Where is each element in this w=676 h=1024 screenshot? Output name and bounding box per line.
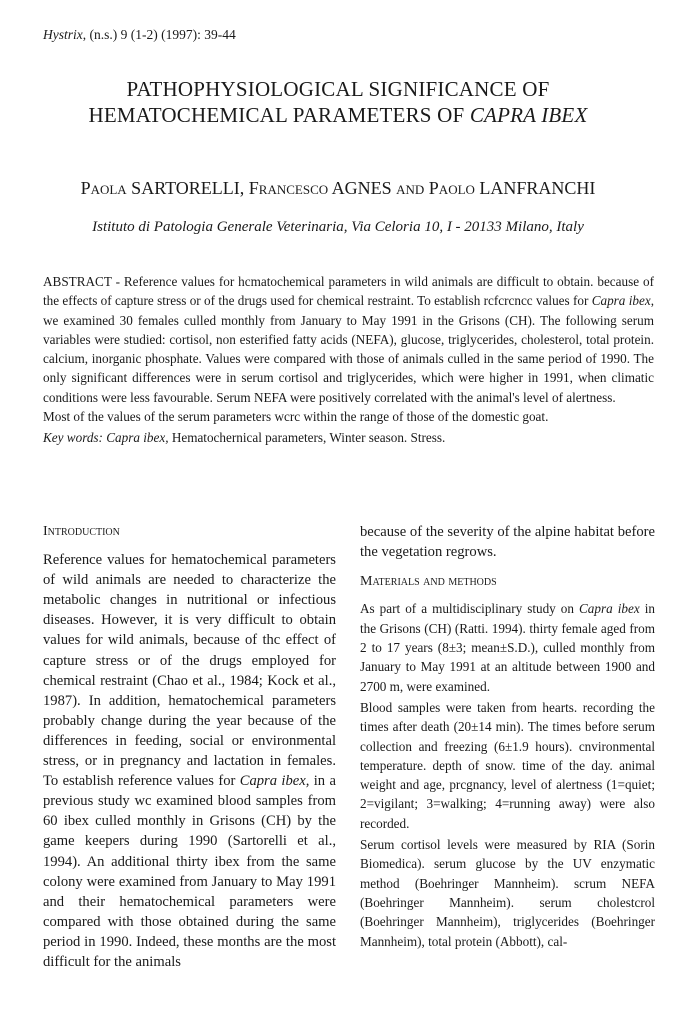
abstract-species: Capra ibex bbox=[591, 293, 651, 309]
left-column bbox=[43, 522, 336, 972]
affiliation: Istituto di Patologia Generale Veterinaria, Via Celoria 10, I - 20133 Milano, Italy bbox=[92, 219, 584, 235]
methods-heading: Materials and methods bbox=[360, 574, 497, 590]
methods-text: As part of a multidisciplinary study on bbox=[360, 601, 579, 617]
title-line-1: PATHOPHYSIOLOGICAL SIGNIFICANCE OF bbox=[126, 77, 550, 101]
right-column bbox=[360, 522, 655, 951]
author-list: Paola SARTORELLI, Francesco AGNES and Paolo LANFRANCHI bbox=[80, 178, 596, 198]
abstract-paragraph-2: Most of the values of the serum parameters wcrc within the range of those of the domestic goat. bbox=[43, 409, 549, 425]
abstract-text: ABSTRACT - Reference values for hcmatochemical parameters in wild animals are difficult to obtain. because of the effects of capture stress or of the drugs used for chemical restraint. To establish rcfcrcncc values for bbox=[43, 274, 654, 309]
journal-citation bbox=[43, 27, 236, 43]
methods-paragraph-2: Blood samples were taken from hearts. recording the times after death (20±14 min). The times before serum collection and freezing (6±1.9 hours). cnvironmental temperature. depth of snow. time of the day. animal weight and age, prcgnancy, level of alertness (1=quiet; 2=vigilant; 3=walking; 4=running away) were also recorded. bbox=[360, 699, 655, 831]
journal-name: Hystrix bbox=[43, 27, 83, 42]
title-species: CAPRA IBEX bbox=[469, 103, 588, 127]
methods-text-cont: in the Grisons (CH) (Ratti. 1994). thirty female aged from 2 to 17 years (8±3; mean±S.D.), culled monthly from January to May 1991 at an altitude between 1900 and 2700 m, were examined. bbox=[360, 601, 655, 694]
methods-species: Capra ibex bbox=[579, 601, 640, 617]
intro-text-cont: in a previous study wc examined blood samples from 60 ibex culled monthly in Grisons (CH) by the game keepers during 1990 (Sartorelli et al., 1994). An additional thirty ibex from the same colony were examined from January to May 1991 and their hematochemical parameters were compared with those obtained during the same period in 1990. Indeed, these months are the most difficult for the animals bbox=[43, 773, 336, 970]
title-line-2 bbox=[30, 102, 646, 128]
journal-volume: , (n.s.) 9 (1-2) (1997): 39-44 bbox=[82, 27, 236, 42]
title-line-2-text: HEMATOCHEMICAL PARAMETERS OF bbox=[88, 103, 470, 127]
keywords-text: Hematochernical parameters, Winter season. Stress. bbox=[168, 430, 446, 446]
methods-paragraph-3: Serum cortisol levels were measured by RIA (Sorin Biomedica). serum glucose by the UV enzymatic method (Boehringer Mannheim). scrum NEFA (Boehringer Mannheim). serum cholestcrol (Boehringer Mannheim), triglycerides (Boehringer Mannheim), total protein (Abbott), cal- bbox=[360, 837, 655, 949]
introduction-heading: Introduction bbox=[43, 524, 120, 539]
methods-paragraph-1 bbox=[360, 599, 655, 695]
intro-species: Capra ibex, bbox=[239, 773, 310, 790]
abstract bbox=[43, 272, 654, 448]
introduction-paragraph bbox=[43, 550, 336, 972]
introduction-continued: because of the severity of the alpine habitat before the vegetation regrows. bbox=[360, 524, 655, 561]
keywords-label: Key words: Capra ibex, bbox=[43, 430, 169, 446]
intro-text: Reference values for hematochemical parameters of wild animals are needed to characterize the metabolic changes in nutritional or infectious diseases. However, it is very difficult to obtain values for wild animals, because of thc effect of capture stress or of the drugs employed for chemical restraint (Chao et al., 1984; Kock et al., 1987). In addition, hematochemical parameters probably change during the year because of the differences in feeding, social or environmental stress, or in pregnancy and lactation in females. To establish reference values for bbox=[43, 552, 336, 790]
abstract-paragraph-1 bbox=[43, 272, 654, 407]
article-title bbox=[30, 76, 646, 128]
abstract-text-cont: , we examined 30 females culled monthly from January to May 1991 in the Grisons (CH). The following serum variables were studied: cortisol, non esterified fatty acids (NEFA), glucose, triglycerides, cholesterol, total protein. calcium, inorganic phosphate. Values were compared with those of animals culled in the same period of 1990. The only significant differences were in serum cortisol and triglycerides, which were higher in 1991, when climatic conditions were less favourable. Serum NEFA were positively correlated with the animal's level of alertness. bbox=[43, 293, 654, 405]
keywords bbox=[43, 428, 654, 447]
